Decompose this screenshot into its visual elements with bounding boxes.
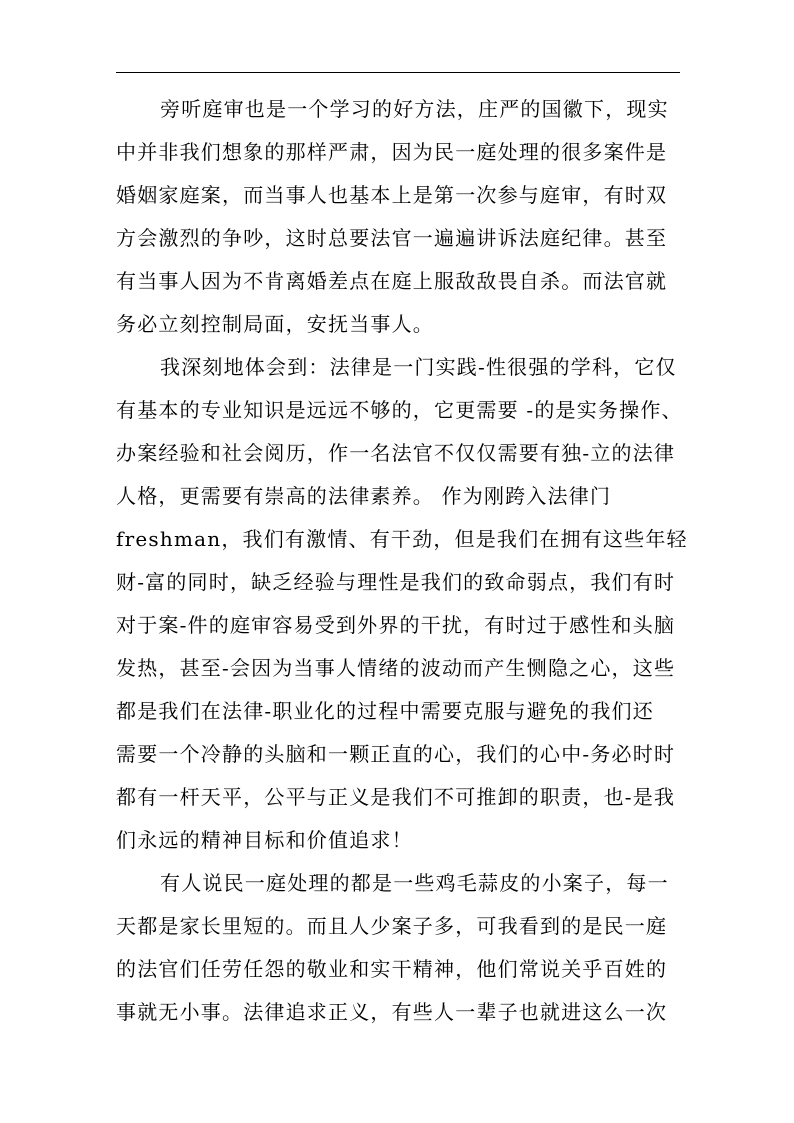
text-line: 方会激烈的争吵，这时总要法官一遍遍讲诉法庭纪律。甚至	[116, 226, 668, 250]
text-line: 有基本的专业知识是远远不够的，它更需要 -的是实务操作、	[116, 398, 683, 422]
text-line: 都有一杆天平，公平与正义是我们不可推卸的职责，也-是我	[116, 785, 676, 809]
text-line: 财-富的同时，缺乏经验与理性是我们的致命弱点，我们有时	[116, 570, 676, 594]
text-line: 事就无小事。法律追求正义，有些人一辈子也就进这么一次	[116, 1000, 668, 1024]
text-line: 天都是家长里短的。而且人少案子多，可我看到的是民一庭	[116, 914, 668, 938]
text-line: 们永远的精神目标和价值追求！	[116, 828, 413, 852]
text-line: 务必立刻控制局面，安抚当事人。	[116, 312, 434, 336]
text-line: 办案经验和社会阅历，作一名法官不仅仅需要有独-立的法律	[116, 441, 676, 465]
text-line: 有当事人因为不肯离婚差点在庭上服敌敌畏自杀。而法官就	[116, 269, 668, 293]
text-line: 有人说民一庭处理的都是一些鸡毛蒜皮的小案子，每一	[160, 871, 669, 895]
text-line: 婚姻家庭案，而当事人也基本上是第一次参与庭审，有时双	[116, 183, 668, 207]
text-line: 中并非我们想象的那样严肃，因为民一庭处理的很多案件是	[116, 140, 668, 164]
text-line: 需要一个冷静的头脑和一颗正直的心，我们的心中-务必时时	[116, 742, 676, 766]
header-rule	[116, 72, 680, 73]
text-line: 我深刻地体会到：法律是一门实践-性很强的学科，它仅	[160, 355, 677, 379]
text-line: freshman，我们有激情、有干劲，但是我们在拥有这些年轻	[116, 527, 688, 551]
text-line: 人格，更需要有崇高的法律素养。 作为刚跨入法律门	[116, 484, 612, 508]
text-line: 都是我们在法律-职业化的过程中需要克服与避免的我们还	[116, 699, 654, 723]
text-line: 的法官们任劳任怨的敬业和实干精神，他们常说关乎百姓的	[116, 957, 668, 981]
text-line: 旁听庭审也是一个学习的好方法，庄严的国徽下，现实	[160, 97, 669, 121]
text-line: 对于案-件的庭审容易受到外界的干扰，有时过于感性和头脑	[116, 613, 676, 637]
text-line: 发热，甚至-会因为当事人情绪的波动而产生恻隐之心，这些	[116, 656, 676, 680]
